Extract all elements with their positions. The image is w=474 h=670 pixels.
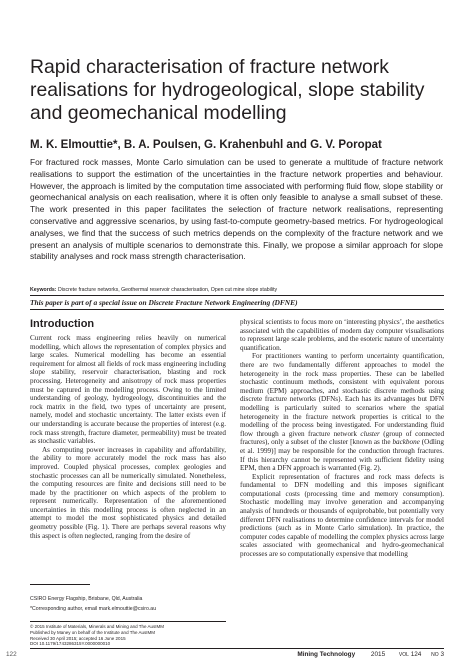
special-issue-name: Discrete Fracture Network Engineering (DFNE) bbox=[148, 298, 298, 307]
body-column-left bbox=[30, 334, 226, 540]
divider-bottom bbox=[30, 309, 444, 310]
doi-line: DOI 10.1179/1743286315Y.0000000010 bbox=[30, 641, 111, 647]
paragraph-text: For practitioners wanting to perform uncertainty quantification, there are two fundamentally different approaches to model the heterogeneity in the rock mass properties. These can be labelled stochastic continuum methods, consistent with equivalent porous medium (EPM) approaches, and stochastic discrete methods using discrete fracture networks (DFNs). Each has its advantages but DFN modelling is particularly suited to scenarios where the spatial heterogeneity in the fracture network properties is critical to the modelling of the process being investigated. For understanding fluid flow through a given fracture network bbox=[240, 352, 444, 438]
special-issue-prefix: This paper is part of a special issue on bbox=[30, 298, 147, 307]
paragraph-text: (group of connected fractures), only a subset of the cluster [known as the bbox=[240, 429, 445, 447]
copyright-block bbox=[30, 624, 230, 647]
volume-number: 124 bbox=[410, 651, 422, 658]
special-issue-note bbox=[30, 298, 444, 307]
footnote-corresponding-author: *Corresponding author, email mark.elmouttie@csiro.au bbox=[30, 606, 157, 612]
body-column-right bbox=[240, 318, 444, 559]
term-cluster: cluster bbox=[360, 429, 380, 438]
term-backbone: backbone bbox=[392, 438, 420, 447]
copyright-divider bbox=[30, 621, 226, 622]
paragraph: As computing power increases in capability and affordability, the ability to more accurately model the rock mass has also improved. Coupled physical processes, complex geologies and stochastic processes can all be numerically simulated. Nonetheless, the computing resources are finite and decisions still need to be made by the practitioner on which aspects of the problem to represent numerically. Representation of the aforementioned uncertainties in this modelling process is often neglected in an attempt to model the most sophisticated physics and detailed geometry possible (Fig. 1). There are perhaps several reasons why this aspect is often neglected, ranging from the desire of bbox=[30, 445, 226, 540]
journal-info bbox=[297, 650, 444, 660]
received-line: Received 30 April 2015; accepted 16 June 2015 bbox=[30, 635, 126, 641]
footnote-divider bbox=[30, 584, 90, 585]
publisher-line: Published by Maney on behalf of the Institute and The AusIMM bbox=[30, 629, 155, 635]
paragraph bbox=[240, 352, 444, 472]
paper-title: Rapid characterisation of fracture network realisations for hydrogeological, slope stability and geomechanical modelling bbox=[30, 56, 425, 124]
page-number: 122 bbox=[6, 651, 17, 658]
paragraph: physical scientists to focus more on ‘interesting physics’, the aesthetics associated with the capabilities of modern day computer visualisations to represent large scale problems, and the esoteric nature of uncertainty quantification. bbox=[240, 318, 444, 352]
paragraph: Current rock mass engineering relies heavily on numerical modelling, which allows the representation of complex physics and large scales. Numerical modelling has become an essential requirement for almost all fields of rock mass engineering including slope stability, reservoir characterisation, blasting and rock processing. Heterogeneity and anisotropy of rock mass properties must be captured in the modelling process. Owing to the limited understanding of geology, hydrogeology, discontinuities and the rock matrix in the field, two types of uncertainty are present, namely, model and stochastic uncertainty. The latter exists even if our understanding is accurate because the properties of interest (e.g. rock mass strength, fracture diameter, permeability) must be treated as stochastic variables. bbox=[30, 334, 226, 446]
footnote-affiliation: CSIRO Energy Flagship, Brisbane, Qld, Australia bbox=[30, 596, 143, 602]
journal-year: 2015 bbox=[370, 651, 386, 658]
keywords-text: Discrete fracture networks, Geothermal reservoir characterisation, Open cut mine slope stability bbox=[57, 287, 278, 293]
section-heading-introduction: Introduction bbox=[30, 318, 95, 330]
issue-label: NO bbox=[431, 652, 439, 658]
author-list: M. K. Elmouttie*, B. A. Poulsen, G. Krahenbuhl and G. V. Poropat bbox=[30, 139, 382, 151]
journal-name: Mining Technology bbox=[297, 651, 356, 658]
divider-top bbox=[30, 295, 444, 296]
keywords bbox=[30, 287, 443, 294]
page-footer bbox=[6, 650, 444, 660]
volume-label: VOL bbox=[398, 652, 409, 658]
copyright-line: © 2015 Institute of Materials, Minerals and Mining and The AusIMM bbox=[30, 624, 165, 629]
keywords-label: Keywords: bbox=[30, 287, 57, 293]
issue-number: 3 bbox=[440, 651, 444, 658]
abstract: For fractured rock masses, Monte Carlo simulation can be used to generate a multitude of fracture network realisations to support the estimation of the uncertainties in the fracture network properties and behaviour. However, the approach is limited by the computation time associated with performing fluid flow, slope stability or geomechanical analysis on each realisation, where it is often only feasible to analyse a small subset of these. The work presented in this paper facilitates the selection of fracture network realisations, representing conservative and aggressive scenarios, by using fast-to-compute geometry-based metrics. For hydrogeological analyses, we find that the success of such metrics depends on the complexity of the fracture network and we present an analysis of multiple scenarios to demonstrate this. Finally, we propose a similar approach for slope stability analyses and rock mass strength characterisation. bbox=[30, 157, 443, 262]
paragraph: Explicit representation of fractures and rock mass defects is fundamental to DFN modelling and this imposes significant computational costs (processing time and memory consumption). Stochastic modelling may involve generation and accompanying analysis of hundreds or thousands of equiprobable, but potentially very different DFN realisations to determine confidence intervals for model predictions (such as in Monte Carlo simulation). In practice, the computer codes capable of modelling the complex physics across large scales associated with geomechanical and hydro-geomechanical processes are so computationally expensive that modelling bbox=[240, 472, 444, 559]
paragraph-text: (Odling et al. 1999)] may be responsible for the conduction through fractures. If this hierarchy cannot be represented with sufficient fidelity using EPM, then a DFN approach is warranted (Fig. 2). bbox=[240, 438, 444, 473]
footer-divider bbox=[30, 648, 444, 649]
